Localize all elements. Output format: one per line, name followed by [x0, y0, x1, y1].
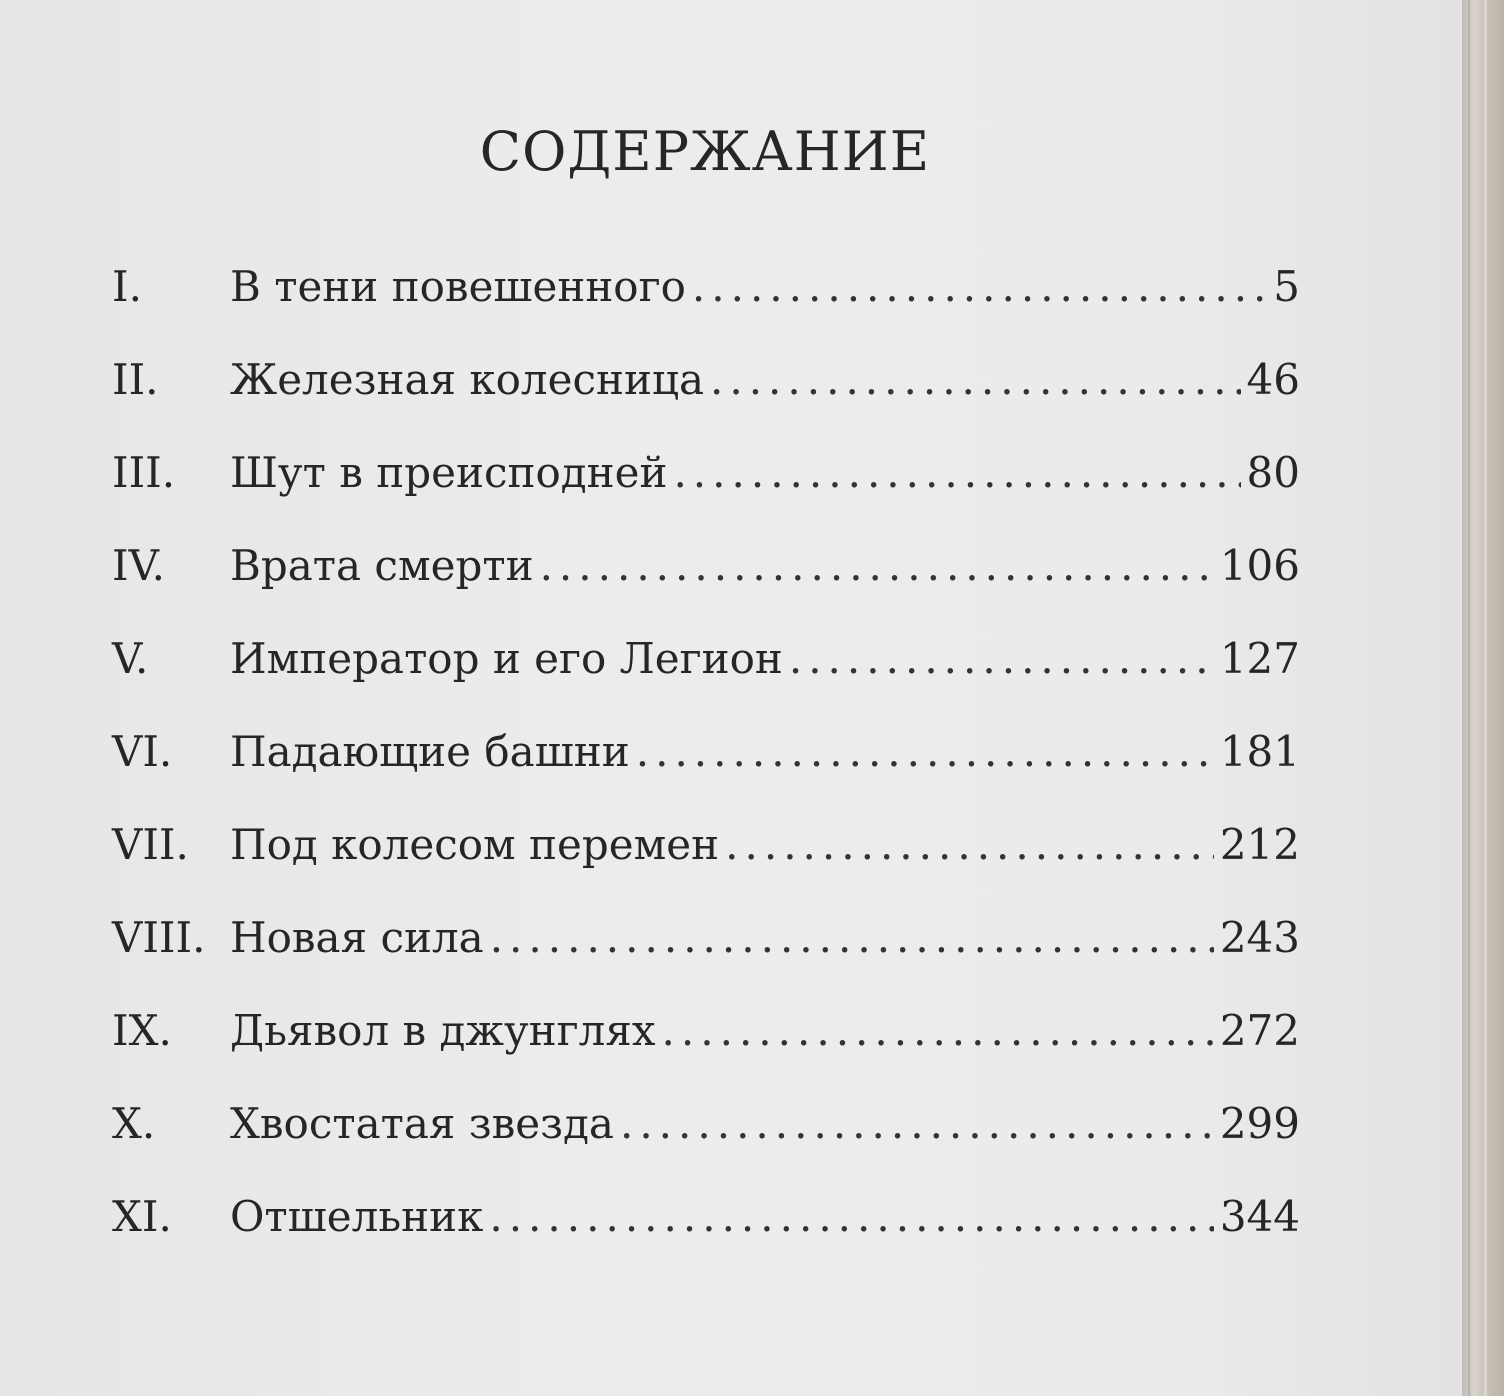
- chapter-title: Падающие башни: [230, 727, 630, 776]
- dot-leader: [710, 355, 1241, 404]
- page-number: 127: [1219, 634, 1300, 683]
- page-number: 243: [1219, 913, 1300, 962]
- chapter-title: Император и его Легион: [230, 634, 783, 683]
- chapter-title: В тени повешенного: [230, 262, 686, 311]
- chapter-number: X.: [112, 1099, 156, 1148]
- dot-leader: [620, 1099, 1214, 1148]
- toc-entry: [112, 448, 1300, 541]
- chapter-title: Дьявол в джунглях: [230, 1006, 656, 1055]
- toc-entry: [112, 1192, 1300, 1285]
- page-number: 181: [1219, 727, 1300, 776]
- dot-leader: [540, 541, 1214, 590]
- chapter-number: I.: [112, 262, 142, 311]
- chapter-title: Врата смерти: [230, 541, 534, 590]
- chapter-number: VII.: [112, 820, 189, 869]
- book-page-edge: [1462, 0, 1504, 1396]
- toc-entry: [112, 262, 1300, 355]
- dot-leader: [789, 634, 1214, 683]
- toc-entry: [112, 541, 1300, 634]
- toc-entry: [112, 820, 1300, 913]
- toc-entry: [112, 1099, 1300, 1192]
- chapter-number: IX.: [112, 1006, 172, 1055]
- dot-leader: [489, 1192, 1213, 1241]
- toc-entry: [112, 1006, 1300, 1099]
- page-number: 344: [1219, 1192, 1300, 1241]
- page-number: 212: [1219, 820, 1300, 869]
- page-number: 80: [1246, 448, 1300, 497]
- dot-leader: [673, 448, 1240, 497]
- toc-entry: [112, 355, 1300, 448]
- chapter-number: VI.: [112, 727, 173, 776]
- dot-leader: [725, 820, 1214, 869]
- chapter-number: V.: [112, 634, 149, 683]
- chapter-number: IV.: [112, 541, 165, 590]
- chapter-title: Шут в преисподней: [230, 448, 668, 497]
- page-number: 272: [1219, 1006, 1300, 1055]
- toc-entry: [112, 727, 1300, 820]
- dot-leader: [662, 1006, 1214, 1055]
- page-number: 299: [1219, 1099, 1300, 1148]
- page-title: СОДЕРЖАНИЕ: [479, 120, 931, 183]
- chapter-title: Хвостатая звезда: [230, 1099, 614, 1148]
- chapter-number: II.: [112, 355, 159, 404]
- page-number: 106: [1219, 541, 1300, 590]
- chapter-title: Новая сила: [230, 913, 484, 962]
- page-number: 5: [1273, 262, 1300, 311]
- dot-leader: [490, 913, 1214, 962]
- chapter-title: Отшельник: [230, 1192, 484, 1241]
- chapter-number: III.: [112, 448, 176, 497]
- toc-entry: [112, 634, 1300, 727]
- table-of-contents: [112, 262, 1300, 1285]
- chapter-number: XI.: [112, 1192, 172, 1241]
- toc-entry: [112, 913, 1300, 1006]
- dot-leader: [692, 262, 1267, 311]
- chapter-title: Железная колесница: [230, 355, 704, 404]
- dot-leader: [636, 727, 1214, 776]
- page-number: 46: [1246, 355, 1300, 404]
- chapter-title: Под колесом перемен: [230, 820, 720, 869]
- chapter-number: VIII.: [112, 913, 206, 962]
